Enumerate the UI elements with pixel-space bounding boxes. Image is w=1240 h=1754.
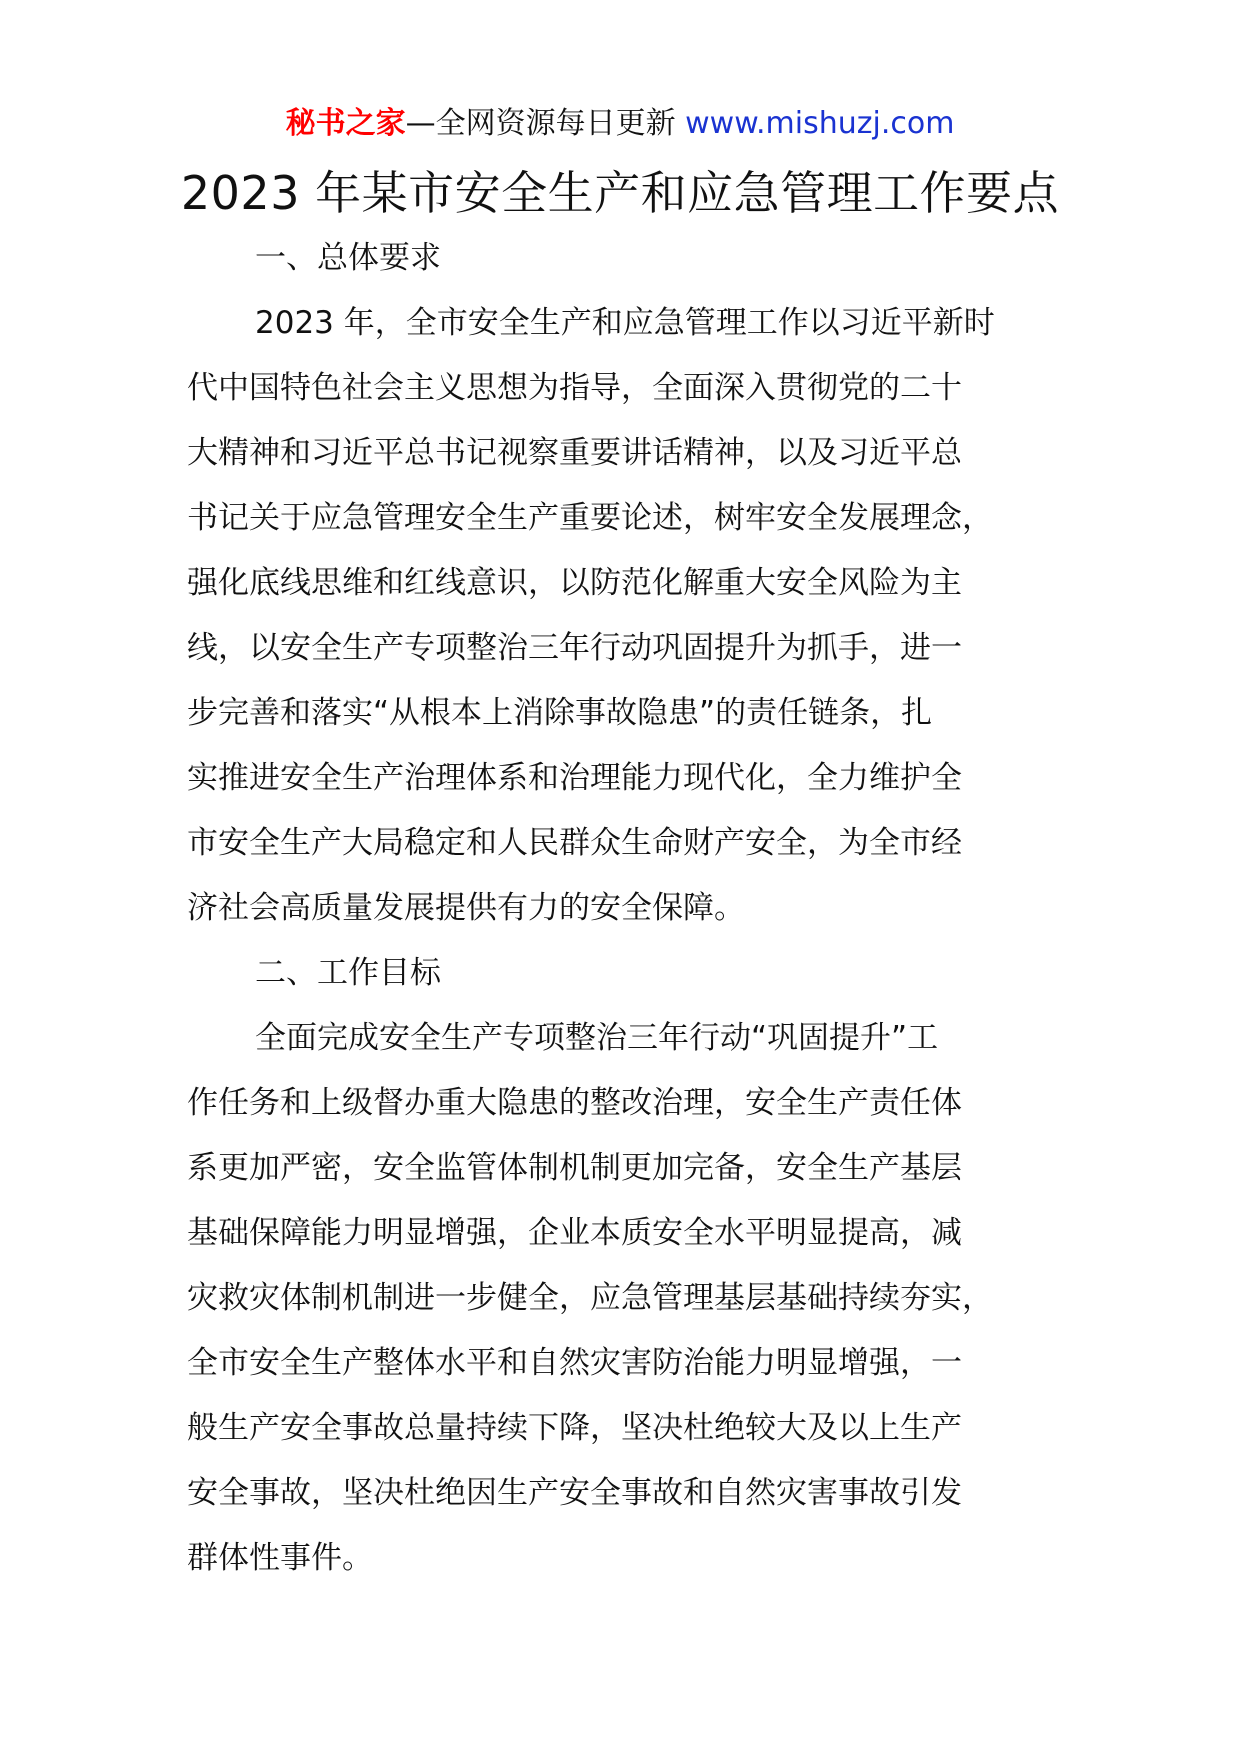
document-body: [187, 226, 1057, 1591]
paragraph-line: 2023 年，全市安全生产和应急管理工作以习近平新时: [255, 305, 995, 341]
paragraph-line: 大精神和习近平总书记视察重要讲话精神，以及习近平总: [187, 435, 962, 471]
paragraph-goals: [187, 1006, 1057, 1591]
paragraph-line: 灾救灾体制机制进一步健全，应急管理基层基础持续夯实，: [187, 1280, 993, 1316]
paragraph-line: 强化底线思维和红线意识，以防范化解重大安全风险为主: [187, 565, 962, 601]
paragraph-line: 系更加严密，安全监管体制机制更加完备，安全生产基层: [187, 1150, 962, 1186]
paragraph-requirements: [187, 291, 1057, 941]
paragraph-line: 实推进安全生产治理体系和治理能力现代化，全力维护全: [187, 760, 962, 796]
paragraph-line: 济社会高质量发展提供有力的安全保障。: [187, 890, 745, 926]
site-url-link[interactable]: www.mishuzj.com: [685, 106, 955, 141]
paragraph-line: 全市安全生产整体水平和自然灾害防治能力明显增强，一: [187, 1345, 962, 1381]
site-brand: 秘书之家: [285, 106, 406, 141]
paragraph-line: 般生产安全事故总量持续下降，坚决杜绝较大及以上生产: [187, 1410, 962, 1446]
paragraph-line: 全面完成安全生产专项整治三年行动“巩固提升”工: [255, 1020, 939, 1056]
paragraph-line: 线，以安全生产专项整治三年行动巩固提升为抓手，进一: [187, 630, 962, 666]
paragraph-line: 书记关于应急管理安全生产重要论述，树牢安全发展理念，: [187, 500, 993, 536]
paragraph-line: 群体性事件。: [187, 1540, 373, 1576]
paragraph-line: 步完善和落实“从根本上消除事故隐患”的责任链条，扎: [187, 695, 933, 731]
document-title: 2023 年某市安全生产和应急管理工作要点: [180, 166, 1060, 220]
paragraph-line: 作任务和上级督办重大隐患的整改治理，安全生产责任体: [187, 1085, 962, 1121]
section-heading-requirements: 一、总体要求: [255, 240, 441, 276]
paragraph-line: 安全事故，坚决杜绝因生产安全事故和自然灾害事故引发: [187, 1475, 962, 1511]
paragraph-line: 市安全生产大局稳定和人民群众生命财产安全，为全市经: [187, 825, 962, 861]
site-header: [0, 100, 1240, 148]
site-tagline: —全网资源每日更新: [405, 106, 686, 141]
paragraph-line: 基础保障能力明显增强，企业本质安全水平明显提高，减: [187, 1215, 962, 1251]
section-heading-goals: 二、工作目标: [255, 955, 441, 991]
paragraph-line: 代中国特色社会主义思想为指导，全面深入贯彻党的二十: [187, 370, 962, 406]
